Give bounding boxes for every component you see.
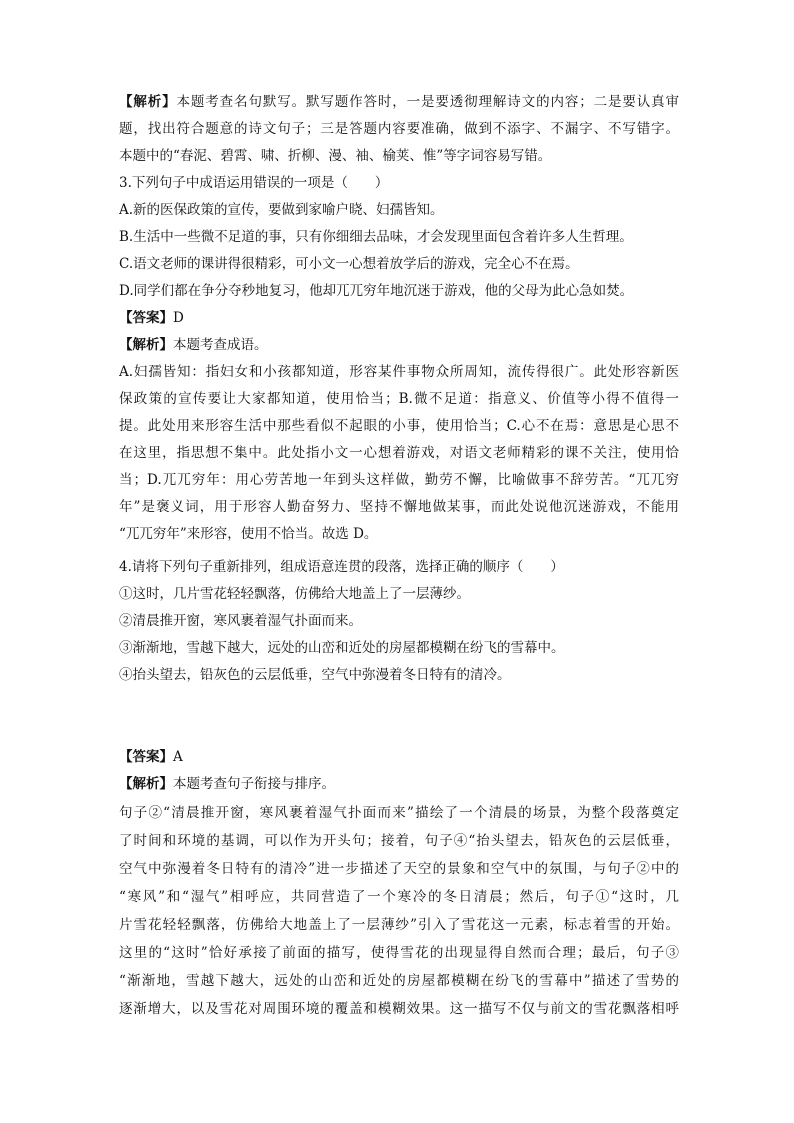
q4-sentence-4: ④抬头望去，铅灰色的云层低垂，空气中弥漫着冬日特有的清冷。 [119, 667, 511, 683]
q2-analysis-line-1: 【解析】本题考查名句默写。默写题作答时，一是要透彻理解诗文的内容；二是要认真审 [119, 94, 679, 110]
q3-analysis-intro: 【解析】本题考查成语。 [119, 337, 268, 353]
q4-analysis-line-5: 片雪花轻轻飘落，仿佛给大地盖上了一层薄纱”引入了雪花这一元素，标志着雪的开始。 [119, 917, 679, 933]
analysis-label: 【解析】 [119, 776, 173, 792]
q4-analysis-line-3: 空气中弥漫着冬日特有的清冷”进一步描述了天空的景象和空气中的氛围，与句子②中的 [119, 861, 679, 877]
answer-value: A [173, 749, 183, 765]
q2-analysis-line-3: 本题中的“春泥、碧霄、啸、折柳、漫、袖、榆荚、惟”等字词容易写错。 [119, 148, 552, 164]
q3-option-d: D.同学们都在争分夺秒地复习，他却兀兀穷年地沉迷于游戏，他的父母为此心急如焚。 [119, 283, 634, 299]
q3-analysis-line-5: 当；D.兀兀穷年：用心劳苦地一年到头这样做，勤劳不懈，比喻做事不辞劳苦。“兀兀穷 [119, 472, 679, 488]
answer-label: 【答案】 [119, 749, 173, 765]
q3-analysis-line-4: 在这里，指思想不集中。此处指小文一心想着游戏，对语文老师精彩的课不关注，使用恰 [119, 445, 679, 461]
q4-analysis-line-4: “寒风”和“湿气”相呼应，共同营造了一个寒冷的冬日清晨；然后，句子①“这时，几 [119, 889, 679, 905]
q4-analysis-intro: 【解析】本题考查句子衔接与排序。 [119, 776, 335, 792]
answer-label: 【答案】 [119, 310, 173, 326]
q4-analysis-line-7: “渐渐地，雪越下越大，远处的山峦和近处的房屋都模糊在纷飞的雪幕中”描述了雪势的 [119, 973, 679, 989]
q4-answer [119, 744, 679, 771]
q2-analysis-line-2: 题，找出符合题意的诗文句子；三是答题内容要准确，做到不添字、不漏字、不写错字。 [119, 121, 679, 137]
q3-analysis-line-6: 年”是褒义词，用于形容人勤奋努力、坚持不懈地做某事，而此处说他沉迷游戏，不能用 [119, 499, 679, 515]
q3-analysis-line-1: A.妇孺皆知：指妇女和小孩都知道，形容某件事物众所周知，流传得很广。此处形容新医 [119, 364, 679, 380]
q4-sentence-2: ②清晨推开窗，寒风裹着湿气扑面而来。 [119, 613, 362, 629]
q4-stem: 4.请将下列句子重新排列，组成语意连贯的段落，选择正确的顺序（ ） [119, 559, 564, 575]
analysis-label: 【解析】 [119, 337, 173, 353]
analysis-label: 【解析】 [119, 94, 177, 110]
q3-analysis-line-7: “兀兀穷年”来形容，使用不恰当。故选 D。 [119, 526, 378, 542]
q3-analysis-line-2: 保政策的宣传要让大家都知道，使用恰当；B.微不足道：指意义、价值等小得不值得一 [119, 391, 679, 407]
q3-analysis-line-3: 提。此处用来形容生活中那些看似不起眼的小事，使用恰当；C.心不在焉：意思是心思不 [119, 418, 679, 434]
q4-sentence-1: ①这时，几片雪花轻轻飘落，仿佛给大地盖上了一层薄纱。 [119, 586, 470, 602]
q3-option-c: C.语文老师的课讲得很精彩，可小文一心想着放学后的游戏，完全心不在焉。 [119, 256, 579, 272]
q4-analysis-line-6: 这里的“这时”恰好承接了前面的描写，使得雪花的出现显得自然而合理；最后，句子③ [119, 945, 679, 961]
q3-stem: 3.下列句子中成语运用错误的一项是（ ） [119, 175, 389, 191]
q4-analysis-line-8: 逐渐增大，以及雪花对周围环境的覆盖和模糊效果。这一描写不仅与前文的雪花飘落相呼 [119, 1001, 679, 1017]
q3-option-a: A.新的医保政策的宣传，要做到家喻户晓、妇孺皆知。 [119, 202, 444, 218]
q4-analysis-line-2: 了时间和环境的基调，可以作为开头句；接着，句子④“抬头望去，铅灰色的云层低垂， [119, 833, 679, 849]
q4-analysis-line-1: 句子②“清晨推开窗，寒风裹着湿气扑面而来”描绘了一个清晨的场景，为整个段落奠定 [119, 805, 679, 821]
q4-sentence-3: ③渐渐地，雪越下越大，远处的山峦和近处的房屋都模糊在纷飞的雪幕中。 [119, 640, 565, 656]
q3-option-b: B.生活中一些微不足道的事，只有你细细去品味，才会发现里面包含着许多人生哲理。 [119, 229, 633, 245]
q3-answer [119, 305, 679, 332]
answer-value: D [173, 310, 184, 326]
